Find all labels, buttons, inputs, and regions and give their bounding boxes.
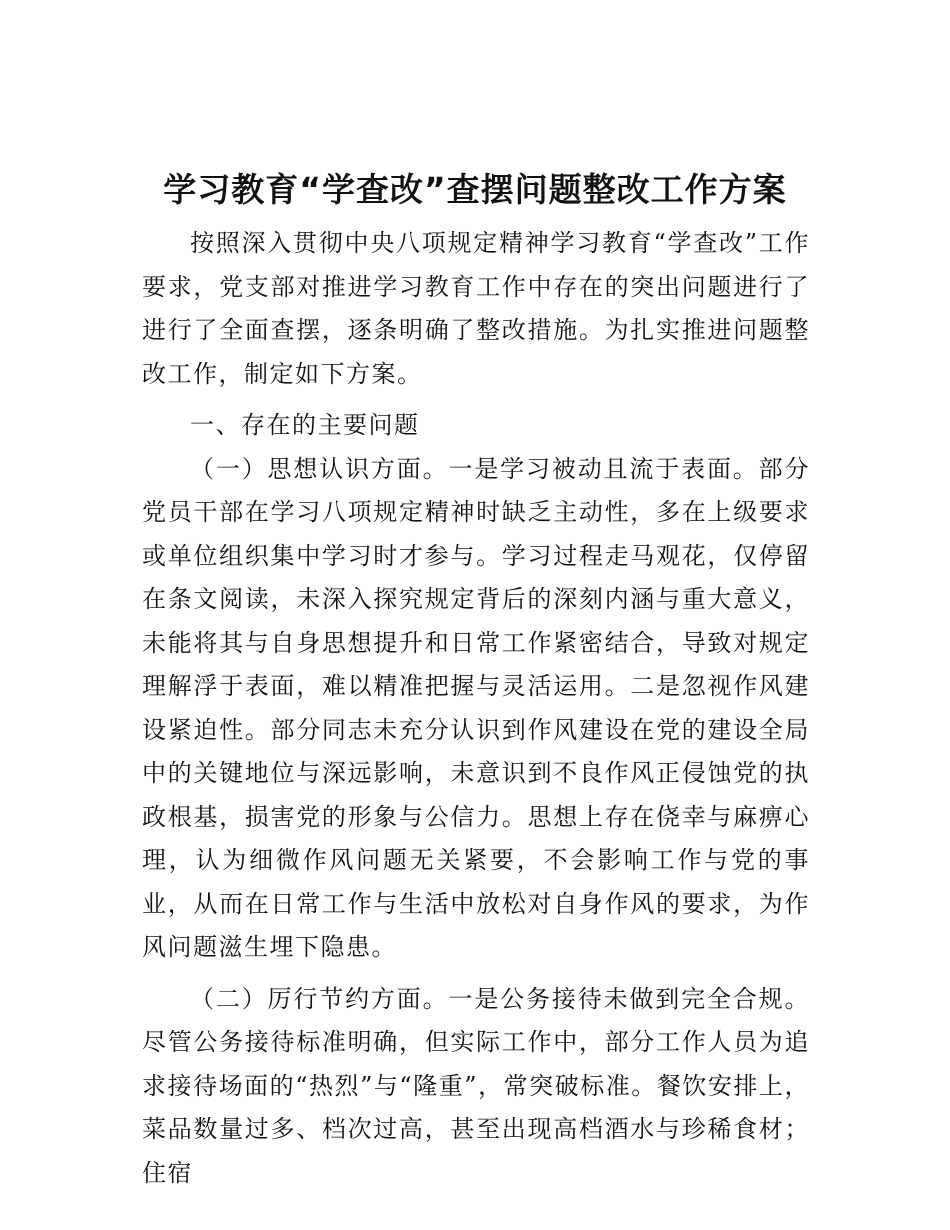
intro-paragraph: 按照深入贯彻中央八项规定精神学习教育“学查改”工作要求，党支部对推进学习教育工作中存在的突出问题进行了进行了全面查摆，逐条明确了整改措施。为扎实推进问题整改工作，制定如下方案。 — [142, 229, 810, 388]
section-heading: 一、存在的主要问题 — [190, 411, 420, 439]
frugality-paragraph: （二）厉行节约方面。一是公务接待未做到完全合规。尽管公务接待标准明确，但实际工作中，部分工作人员为追求接待场面的“热烈”与“隆重”，常突破标准。餐饮安排上，菜品数量过多、档次过高，甚至出现高档酒水与珍稀食材；住宿 — [142, 984, 810, 1187]
document-title: 学习教育“学查改”查摆问题整改工作方案 — [163, 170, 787, 209]
document-body — [142, 222, 810, 1195]
ideology-paragraph: （一）思想认识方面。一是学习被动且流于表面。部分党员干部在学习八项规定精神时缺乏主动性，多在上级要求或单位组织集中学习时才参与。学习过程走马观花，仅停留在条文阅读，未深入探究规定背后的深刻内涵与重大意义，未能将其与自身思想提升和日常工作紧密结合，导致对规定理解浮于表面，难以精准把握与灵活运用。二是忽视作风建设紧迫性。部分同志未充分认识到作风建设在党的建设全局中的关键地位与深远影响，未意识到不良作风正侵蚀党的执政根基，损害党的形象与公信力。思想上存在侥幸与麻痹心理，认为细微作风问题无关紧要，不会影响工作与党的事业，从而在日常工作与生活中放松对自身作风的要求，为作风问题滋生埋下隐患。 — [142, 454, 810, 961]
